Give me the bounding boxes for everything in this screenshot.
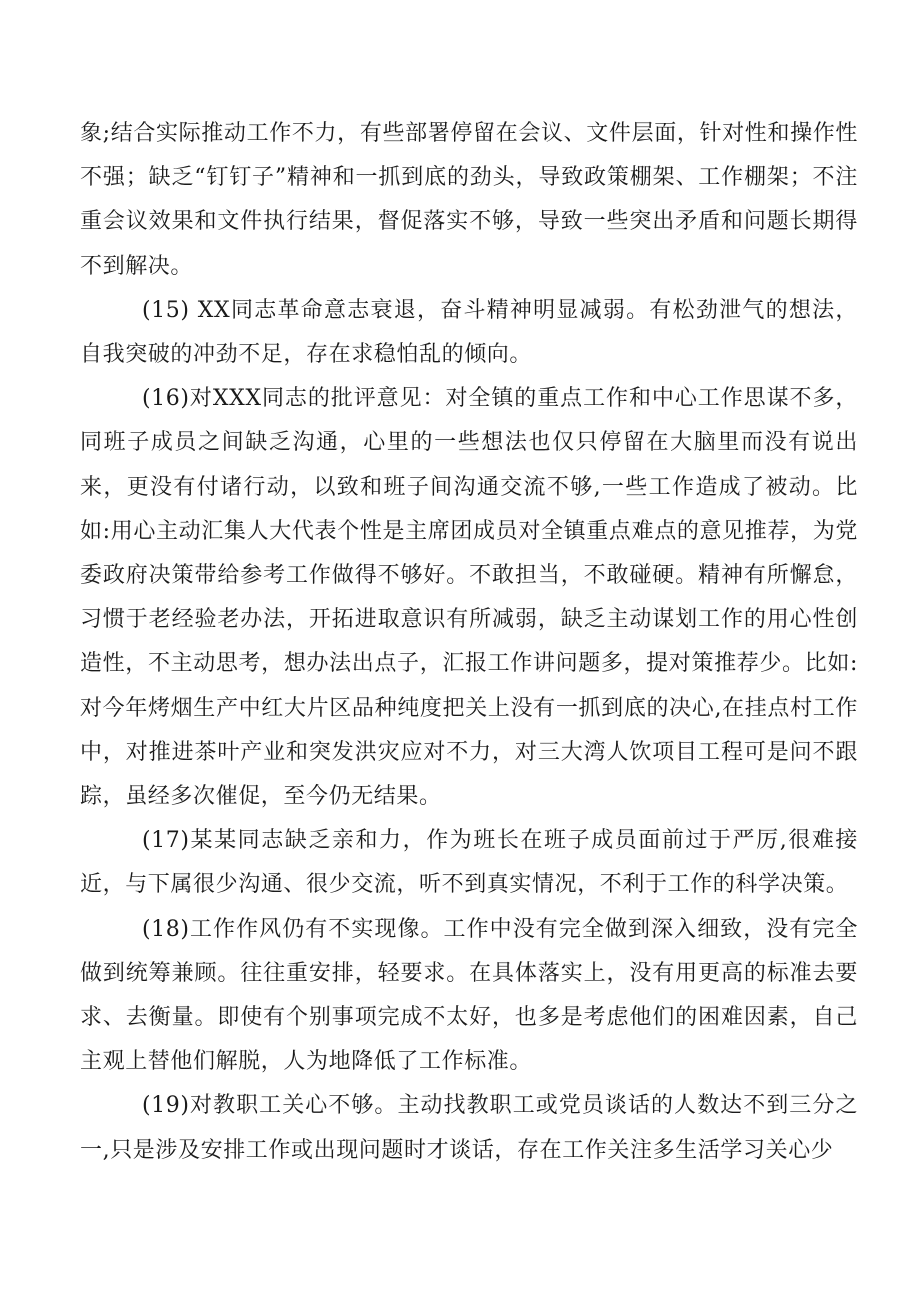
document-body <box>80 112 858 1173</box>
paragraph-item-16: (16)对XXX同志的批评意见：对全镇的重点工作和中心工作思谋不多，同班子成员之间缺乏沟通，心里的一些想法也仅只停留在大脑里而没有说出来，更没有付诸行动，以致和班子间沟通交流不够,一些工作造成了被动。比如:用心主动汇集人大代表个性是主席团成员对全镇重点难点的意见推荐，为党委政府决策带给参考工作做得不够好。不敢担当，不敢碰硬。精神有所懈怠，习惯于老经验老办法，开拓进取意识有所减弱，缺乏主动谋划工作的用心性创造性，不主动思考，想办法出点子，汇报工作讲问题多，提对策推荐少。比如:对今年烤烟生产中红大片区品种纯度把关上没有一抓到底的决心,在挂点村工作中，对推进茶叶产业和突发洪灾应对不力，对三大湾人饮项目工程可是问不跟踪，虽经多次催促，至今仍无结果。 <box>80 386 858 810</box>
paragraph-item-17: (17)某某同志缺乏亲和力，作为班长在班子成员面前过于严厉,很难接近，与下属很少沟通、很少交流，听不到真实情况，不利于工作的科学决策。 <box>80 828 858 898</box>
paragraph-item-19: (19)对教职工关心不够。主动找教职工或党员谈话的人数达不到三分之一,只是涉及安排工作或出现问题时才谈话，存在工作关注多生活学习关心少 <box>80 1093 858 1163</box>
paragraph-item-18: (18)工作作风仍有不实现像。工作中没有完全做到深入细致，没有完全做到统筹兼顾。往往重安排，轻要求。在具体落实上，没有用更高的标准去要求、去衡量。即使有个别事项完成不太好，也多是考虑他们的困难因素，自己主观上替他们解脱，人为地降低了工作标准。 <box>80 916 858 1075</box>
paragraph-item-15: (15) XX同志革命意志衰退，奋斗精神明显减弱。有松劲泄气的想法，自我突破的冲劲不足，存在求稳怕乱的倾向。 <box>80 297 858 368</box>
paragraph-continuation: 象;结合实际推动工作不力，有些部署停留在会议、文件层面，针对性和操作性不强；缺乏“钉钉子”精神和一抓到底的劲头，导致政策棚架、工作棚架；不注重会议效果和文件执行结果，督促落实不够，导致一些突出矛盾和问题长期得不到解决。 <box>80 121 858 279</box>
